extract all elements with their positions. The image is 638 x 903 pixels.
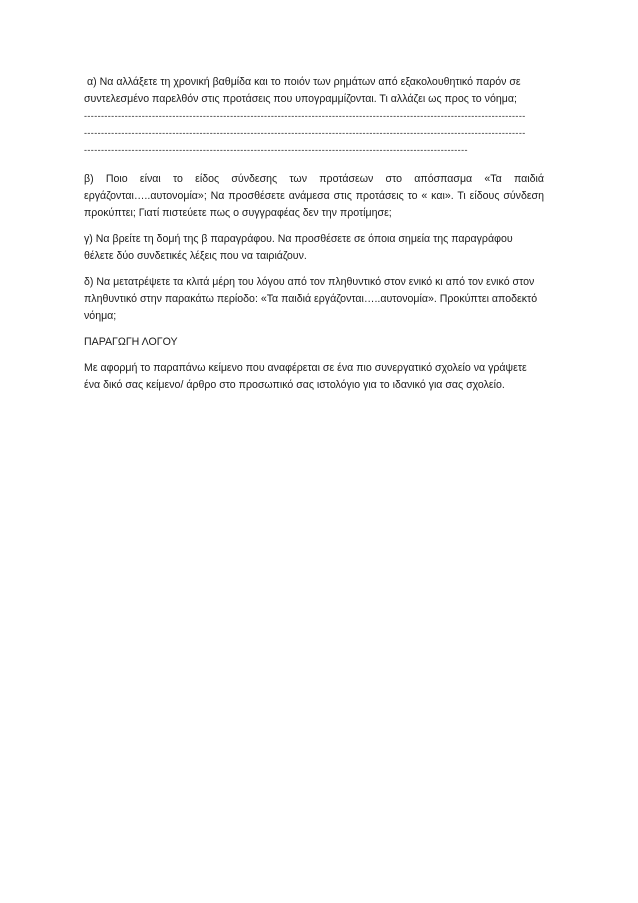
question-b: β) Ποιο είναι το είδος σύνδεσης των προτάσεων στο απόσπασμα «Τα παιδιά εργάζονται…..αυτονομία»; Να προσθέσετε ανάμεσα στις προτάσεις το « και». Τι είδους σύνδεση προκύπτει; Γιατί πιστεύετε πως ο συγγραφέας δεν την προτίμησε; <box>84 173 544 219</box>
answer-line-3: ----------------------------------------------------------------------------------------------------------------- <box>84 145 468 155</box>
document-body <box>84 74 544 394</box>
answer-line-1: ---------------------------------------------------------------------------------------------------------------------------------- <box>84 111 526 121</box>
section-heading: ΠΑΡΑΓΩΓΗ ΛΟΓΟΥ <box>84 336 178 348</box>
question-c: γ) Να βρείτε τη δομή της β παραγράφου. Να προσθέσετε σε όποια σημεία της παραγράφου θέλετε δύο συνδετικές λέξεις που να ταιριάζουν. <box>84 233 513 262</box>
question-d: δ) Να μετατρέψετε τα κλιτά μέρη του λόγου από τον πληθυντικό στον ενικό κι από τον ενικό στον πληθυντικό στην παρακάτω περίοδο: «Τα παιδιά εργάζονται…..αυτονομία». Προκύπτει αποδεκτό νόημα; <box>84 276 538 322</box>
question-a: α) Να αλλάξετε τη χρονική βαθμίδα και το ποιόν των ρημάτων από εξακολουθητικό παρόν σε συντελεσμένο παρελθόν στις προτάσεις που υπογραμμίζονται. Τι αλλάζει ως προς το νόημα; <box>84 76 521 105</box>
writing-prompt: Με αφορμή το παραπάνω κείμενο που αναφέρεται σε ένα πιο συνεργατικό σχολείο να γράψετε ένα δικό σας κείμενο/ άρθρο στο προσωπικό σας ιστολόγιο για το ιδανικό για σας σχολείο. <box>84 362 527 391</box>
answer-line-2: ---------------------------------------------------------------------------------------------------------------------------------- <box>84 128 526 138</box>
